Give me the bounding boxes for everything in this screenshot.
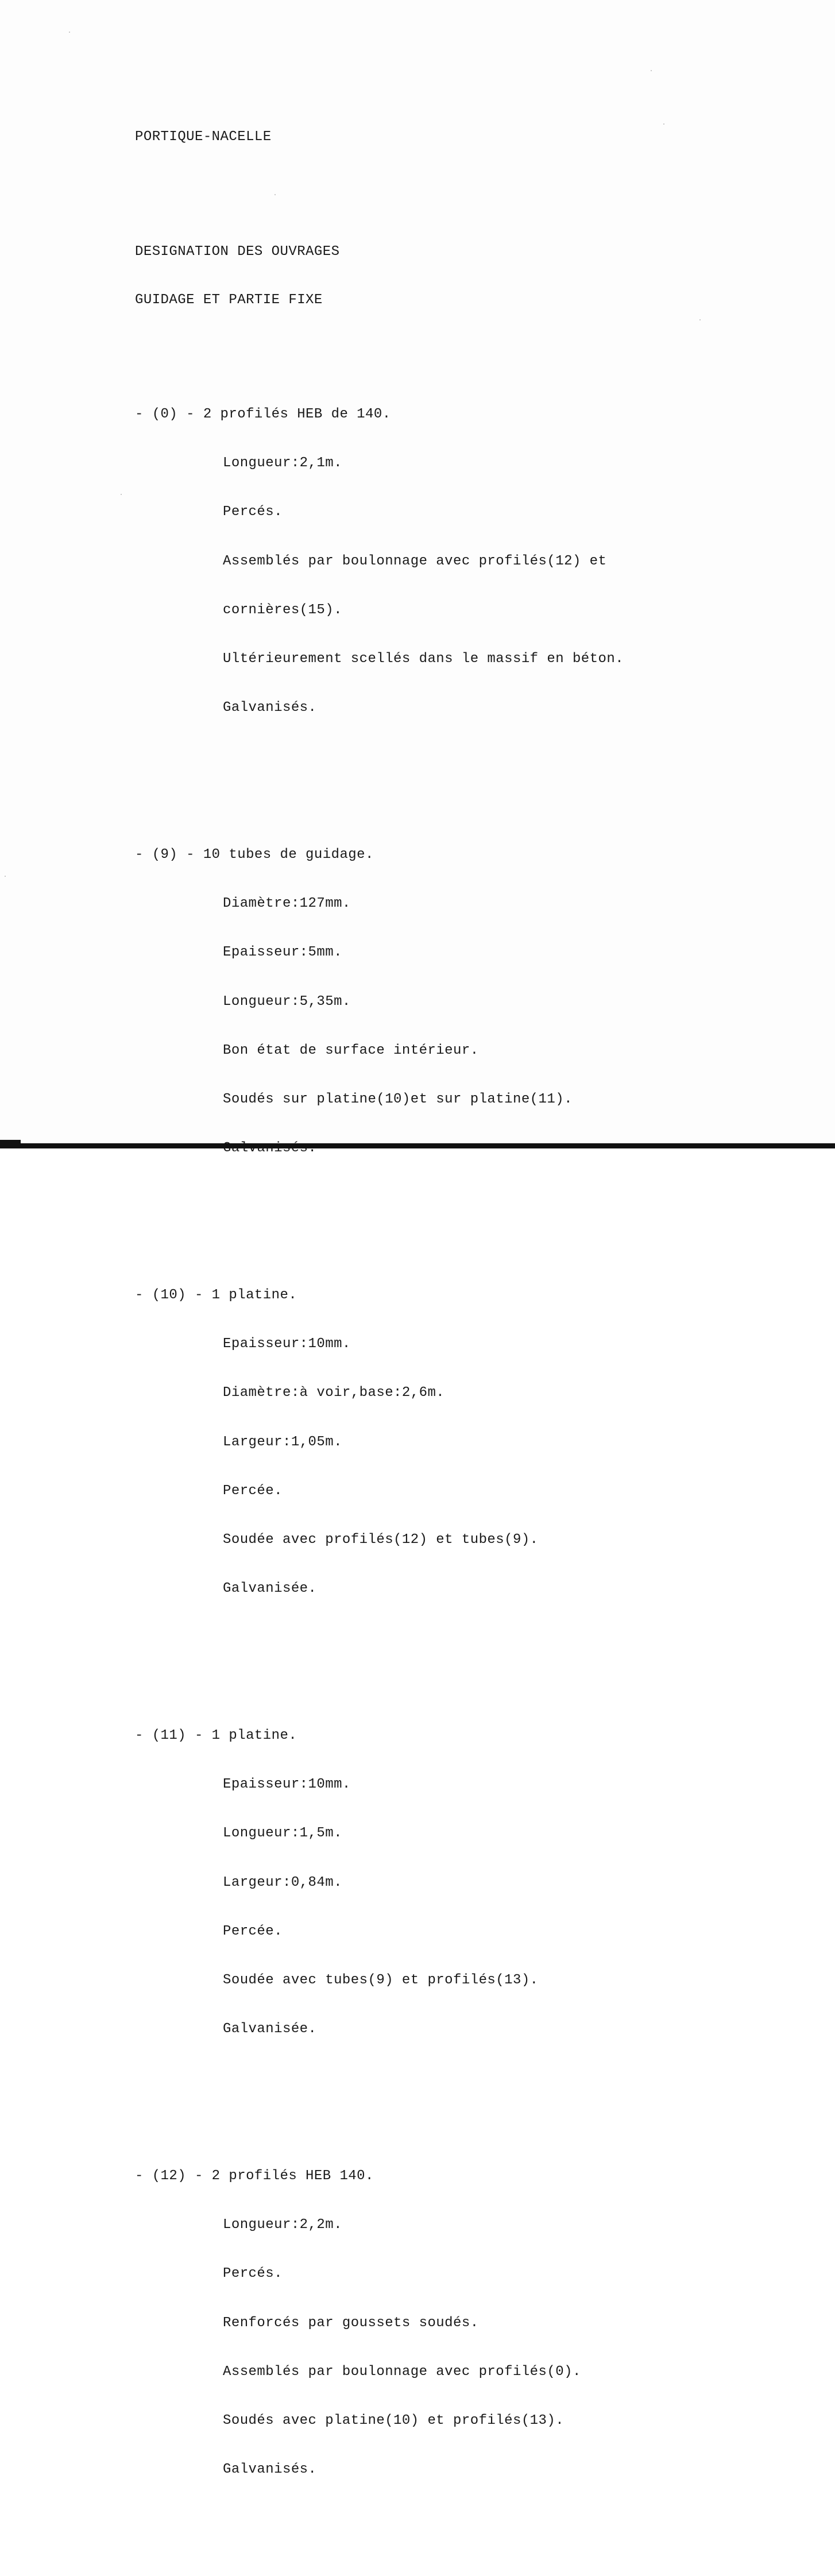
item-detail-line: Percée. (223, 1483, 283, 1499)
item-detail-line: Soudée avec profilés(12) et tubes(9). (223, 1532, 539, 1548)
scan-speck (5, 876, 6, 877)
item-detail-line: Epaisseur:10mm. (223, 1336, 351, 1352)
item-detail-line: Longueur:5,35m. (223, 993, 351, 1009)
item-detail-line: Epaisseur:10mm. (223, 1777, 351, 1793)
list-item (135, 814, 709, 1189)
item-detail-line: Ultérieurement scellés dans le massif en béton. (223, 651, 624, 667)
item-detail-line: Percés. (223, 504, 283, 520)
scan-speck (69, 32, 70, 33)
item-detail-line: Longueur:2,2m. (223, 2217, 342, 2233)
scan-speck (663, 123, 664, 125)
item-detail-line: Galvanisée. (223, 2021, 317, 2037)
item-detail-line: Renforcés par goussets soudés. (223, 2315, 479, 2331)
list-item (135, 374, 709, 749)
scan-speck (275, 194, 276, 195)
scan-speck (699, 319, 701, 320)
document-title: PORTIQUE-NACELLE (135, 129, 272, 145)
item-heading: - (11) - 1 platine. (135, 1727, 297, 1743)
item-detail-line: Diamètre:à voir,base:2,6m. (223, 1385, 445, 1401)
item-detail-line: Percée. (223, 1923, 283, 1939)
item-detail-line: Epaisseur:5mm. (223, 945, 342, 961)
item-heading: - (9) - 10 tubes de guidage. (135, 846, 374, 862)
item-list (135, 325, 709, 2576)
item-detail-line: Soudés avec platine(10) et profilés(13). (223, 2412, 565, 2428)
item-detail-line: Longueur:1,5m. (223, 1825, 342, 1842)
item-detail-line: Soudés sur platine(10)et sur platine(11). (223, 1092, 573, 1108)
item-detail-line: Bon état de surface intérieur. (223, 1042, 479, 1058)
item-detail-line: Largeur:1,05m. (223, 1434, 342, 1450)
item-detail-line: cornières(15). (223, 602, 342, 618)
item-detail-line: Galvanisés. (223, 2462, 317, 2478)
item-heading: - (12) - 2 profilés HEB 140. (135, 2168, 374, 2184)
item-detail-line: Assemblés par boulonnage avec profilés(12) et (223, 553, 607, 569)
item-detail-line: Longueur:2,1m. (223, 455, 342, 471)
scan-border-edge (0, 1143, 835, 1148)
item-detail-line: Galvanisée. (223, 1581, 317, 1597)
item-detail-line: Diamètre:127mm. (223, 896, 351, 912)
item-heading: - (0) - 2 profilés HEB de 140. (135, 407, 391, 423)
item-heading: - (10) - 1 platine. (135, 1287, 297, 1303)
item-detail-line: Percés. (223, 2266, 283, 2282)
subsection-heading: GUIDAGE ET PARTIE FIXE (135, 292, 323, 308)
scan-speck (121, 494, 122, 495)
list-item (135, 1695, 709, 2070)
scan-speck (651, 70, 652, 71)
item-detail-line: Soudée avec tubes(9) et profilés(13). (223, 1972, 539, 1988)
section-heading: DESIGNATION DES OUVRAGES (135, 244, 340, 260)
item-detail-line: Assemblés par boulonnage avec profilés(0). (223, 2364, 581, 2380)
list-item (135, 1255, 709, 1630)
item-detail-line: Largeur:0,84m. (223, 1874, 342, 1890)
item-detail-line: Galvanisés. (223, 700, 317, 716)
list-item (135, 2136, 709, 2511)
